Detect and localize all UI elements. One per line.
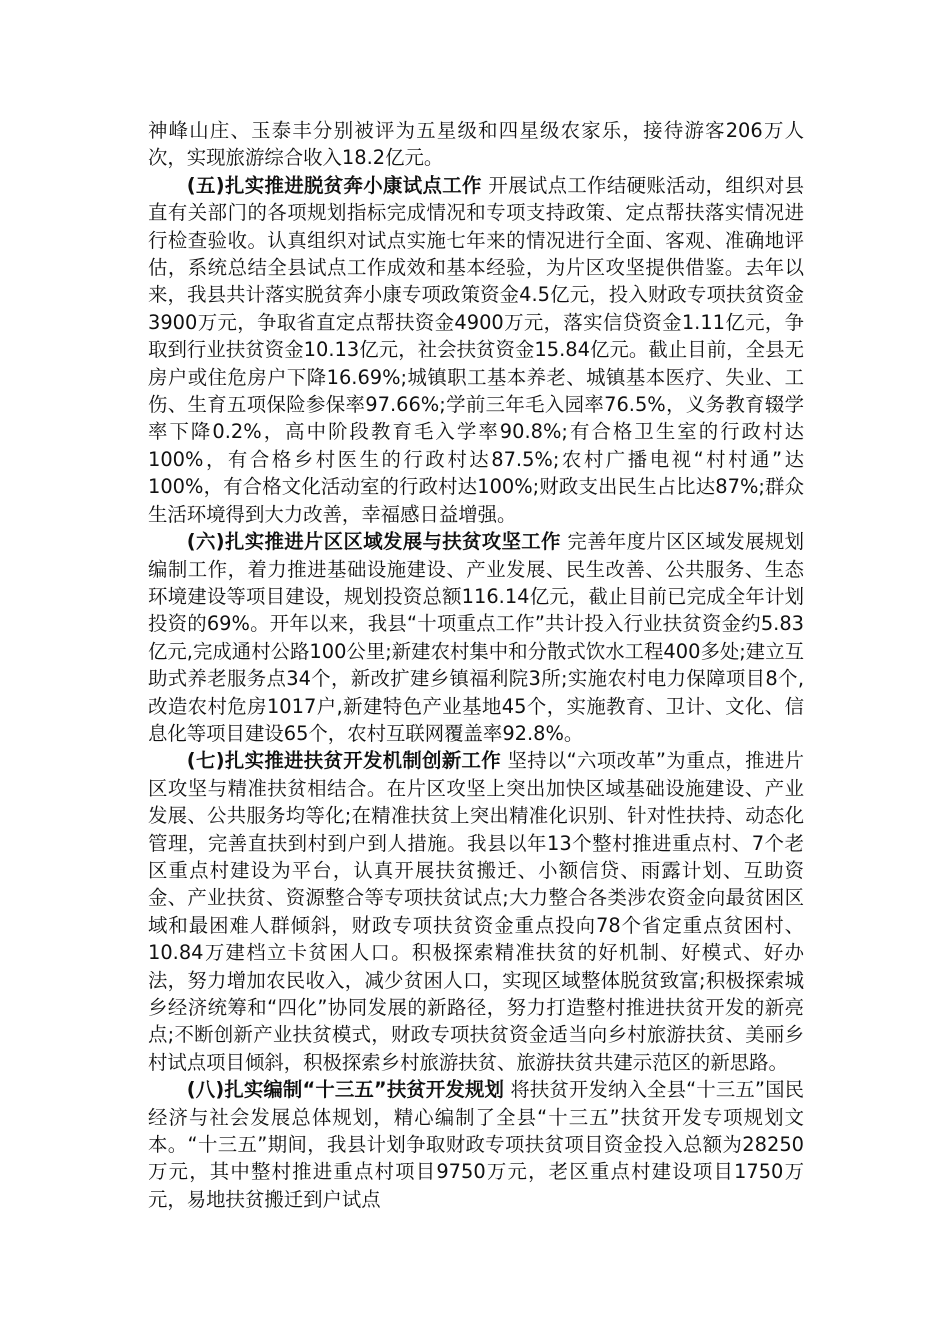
paragraph-text: 将扶贫开发纳入全县“十三五”国民经济与社会发展总体规划，精心编制了全县“十三五”扶贫开发专项规划文本。“十三五”期间，我县计划争取财政专项扶贫项目资金投入总额为28250万元，其中整村推进重点村项目9750万元，老区重点村建设项目1750万元，易地扶贫搬迁到户试点	[148, 1078, 804, 1211]
paragraph-section-6	[148, 528, 804, 747]
paragraph-section-5	[148, 172, 804, 528]
paragraph-section-8	[148, 1076, 804, 1213]
paragraph-text: 坚持以“六项改革”为重点，推进片区攻坚与精准扶贫相结合。在片区攻坚上突出加快区域基础设施建设、产业发展、公共服务均等化;在精准扶贫上突出精准化识别、针对性扶持、动态化管理，完善直扶到村到户到人措施。我县以年13个整村推进重点村、7个老区重点村建设为平台，认真开展扶贫搬迁、小额信贷、雨露计划、互助资金、产业扶贫、资源整合等专项扶贫试点;大力整合各类涉农资金向最贫困区域和最困难人群倾斜，财政专项扶贫资金重点投向78个省定重点贫困村、 10.84万建档立卡贫困人口。积极探索精准扶贫的好机制、好模式、好办法，努力增加农民收入，减少贫困人口，实现区域整体脱贫致富;积极探索城乡经济统筹和“四化”协同发展的新路径，努力打造整村推进扶贫开发的新亮点;不断创新产业扶贫模式，财政专项扶贫资金适当向乡村旅游扶贫、美丽乡村试点项目倾斜，积极探索乡村旅游扶贫、旅游扶贫共建示范区的新思路。	[148, 749, 804, 1074]
document-page	[148, 117, 804, 1213]
section-heading: (八)扎实编制“十三五”扶贫开发规划	[186, 1078, 505, 1102]
section-heading: (七)扎实推进扶贫开发机制创新工作	[186, 749, 501, 773]
paragraph-tourism-continued	[148, 117, 804, 172]
paragraph-text: 神峰山庄、玉泰丰分别被评为五星级和四星级农家乐，接待游客206万人次，实现旅游综合收入18.2亿元。	[148, 119, 804, 170]
section-heading: (五)扎实推进脱贫奔小康试点工作	[186, 173, 482, 197]
paragraph-section-7	[148, 747, 804, 1076]
paragraph-text: 完善年度片区区域发展规划编制工作，着力推进基础设施建设、产业发展、民生改善、公共服务、生态环境建设等项目建设，规划投资总额116.14亿元，截止目前已完成全年计划投资的69%。开年以来，我县“十项重点工作”共计投入行业扶贫资金约5.83亿元,完成通村公路100公里;新建农村集中和分散式饮水工程400多处;建立互助式养老服务点34个，新改扩建乡镇福利院3所;实施农村电力保障项目8个,改造农村危房1017户,新建特色产业基地45个，实施教育、卫计、文化、信息化等项目建设65个，农村互联网覆盖率92.8%。	[148, 530, 804, 745]
section-heading: (六)扎实推进片区区域发展与扶贫攻坚工作	[186, 530, 561, 554]
paragraph-text: 开展试点工作结硬账活动，组织对县直有关部门的各项规划指标完成情况和专项支持政策、定点帮扶落实情况进行检查验收。认真组织对试点实施七年来的情况进行全面、客观、准确地评估，系统总结全县试点工作成效和基本经验，为片区攻坚提供借鉴。去年以来，我县共计落实脱贫奔小康专项政策资金4.5亿元，投入财政专项扶贫资金3900万元，争取省直定点帮扶资金4900万元，落实信贷资金1.11亿元，争取到行业扶贫资金10.13亿元，社会扶贫资金15.84亿元。截止目前，全县无房户或住危房户下降16.69%;城镇职工基本养老、城镇基本医疗、失业、工伤、生育五项保险参保率97.66%;学前三年毛入园率76.5%，义务教育辍学率下降0.2%，高中阶段教育毛入学率90.8%;有合格卫生室的行政村达100%，有合格乡村医生的行政村达87.5%;农村广播电视“村村通”达100%，有合格文化活动室的行政村达100%;财政支出民生占比达87%;群众生活环境得到大力改善，幸福感日益增强。	[148, 173, 804, 526]
